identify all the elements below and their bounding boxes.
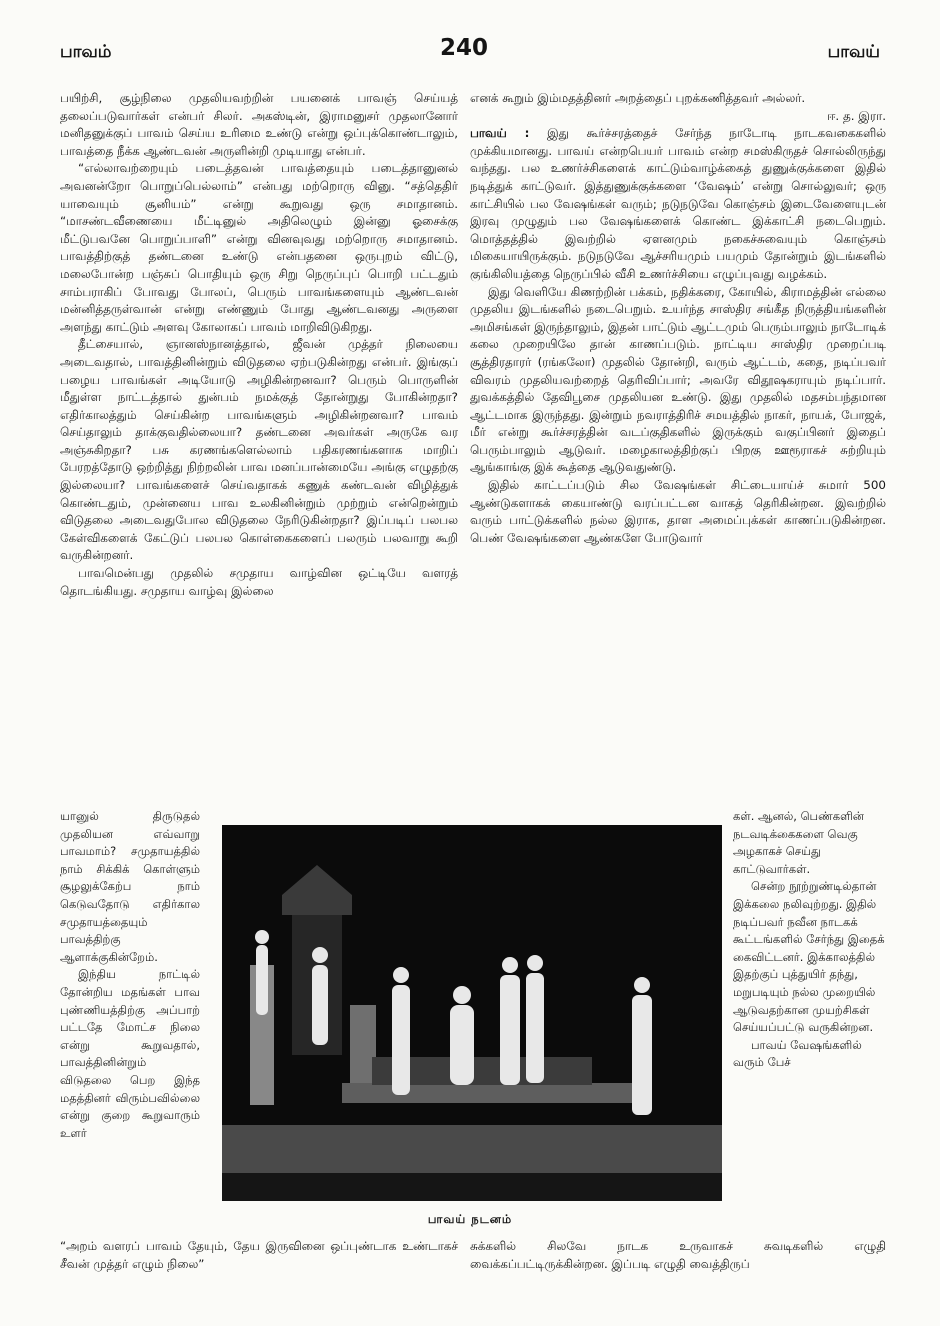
right-narrow-column (733, 808, 886, 1072)
right-bottom-text (470, 1238, 886, 1273)
left-bottom-text: “அறம் வளரப் பாவம் தேயும், தேய இருவினை ஒப்புண்டாக உண்டாகச் சீவன் முத்தர் எழும் நிலை” (60, 1239, 458, 1271)
left-column (60, 90, 458, 600)
left-narrow-paragraph-1: யானுல் திருடுதல் முதலியன எவ்வாறு பாவமாம்? சமுதாயத்தில் நாம் சிக்கிக் கொள்ளும் சூழலுக்கேற்ப நாம் கெடுவதோடு எதிர்கால சமுதாயத்தையும் பாவத்திற்கு ஆளாக்குகின்றேம். (60, 809, 200, 964)
photo-caption: பாவய் நடனம் (427, 1212, 513, 1226)
entry-term: பாவய் : (470, 126, 530, 141)
right-narrow-paragraph-2: சென்ற நூற்றுண்டில்தான் இக்கலை நலிவுற்றது. இதில் நடிப்பவர் நவீன நாடகக் கூட்டங்களில் சேர்ந்து இதைக் கைவிட்டனர். இக்காலத்தில் இதற்குப் புத்துயிர் தந்து, மறுபடியும் நல்ல முறையில் ஆடுவதற்கான முயற்சிகள் செய்யப்பட்டு வருகின்றன. (733, 879, 885, 1035)
dance-photograph (222, 825, 722, 1201)
right-bottom-paragraph: சுக்களில் சிலவே நாடக உருவாகச் சுவடிகளில் எழுதி வைக்கப்பட்டிருக்கின்றன. இப்படி எழுதி வைத்திருப் (470, 1239, 886, 1271)
right-paragraph-2: இது வெளியே கிணற்றின் பக்கம், நதிக்கரை, கோயில், கிராமத்தின் எல்லை முதலிய இடங்களில் நடைபெறும். உயர்ந்த சாஸ்திர சங்கீத நிருத்தியங்களின் அமிசங்கள் இருந்தாலும், இதன் பாட்டும் ஆட்டமும் பெரும்பாலும் நாடோடிக் கலை முறையிலே தான் காணப்படும். நாட்டிய சாஸ்திர முறைப்படி சூத்திரதாரர் (ரங்கலோ) முதலில் தோன்றி, வரும் ஆட்டம், கதை, நடிப்பவர் விவரம் முதலியவற்றைத் தெரிவிப்பார்; அவரே விதூஷகராயும் நடிப்பார். துவக்கத்தில் தேவிபூசை முதலியன உண்டு. இது முதலில் மதசம்பந்தமான ஆட்டமாக இருந்தது. இன்றும் நவராத்திரிச் சமயத்தில் நாகர், நாயக், போஜக், மீர் என்று கூர்ச்சரத்தின் வடப்குதிகளில் இருக்கும் வகுப்பினர் இதைப் பெரும்பாலும் ஆடுவர். மழைகாலத்திற்குப் பிறகு ஊரூராகச் சுற்றியும் ஆங்காங்கு இக் கூத்தை ஆடுவதுண்டு. (470, 284, 886, 475)
right-narrow-paragraph-3: பாவய் வேஷங்களில் வரும் பேச் (733, 1037, 862, 1070)
right-paragraph-1: இது கூர்ச்சரத்தைச் சேர்ந்த நாடோடி நாடகவகைகளில் முக்கியமானது. பாவய் என்றபெயர் பாவம் என்ற சமஸ்கிருதச் சொல்லிருந்து வந்தது. பல உணர்ச்சிகளைக் காட்டும்வாழ்க்கைத் துணுக்குக்களை இதில் நடித்துக் காட்டுவர். இத்துணுக்குக்களை ‘வேஷம்’ என்று சொல்லுவர்; ஒரு காட்சியில் பல வேஷங்கள் வரும்; நடுநடுவே கொஞ்சம் இடைவேளையுடன் இரவு முழுதும் பல வேஷங்களைக் கொண்ட இக்காட்சி நடைபெறும். மொத்தத்தில் இவற்றில் ஏளனமும் நகைச்சுவையும் கொஞ்சம் மிகையாயிருக்கும். நடுநடுவே ஆச்சரியமும் பயமும் தோன்றும் இடங்களில் குங்கிலியத்தை நெருப்பில் வீசி உணர்ச்சியை எழுப்புவது வழக்கம். (470, 126, 887, 281)
left-paragraph-3: தீட்சையால், ஞானஸ்நானத்தால், ஜீவன் முத்தர் நிலையை அடைவதால், பாவத்தினின்றும் விடுதலை ஏற்படுகின்றது என்பர். இங்குப் பழைய பாவங்கள் அடியோடு அழிகின்றனவா? பெரும் பொருளின் மீதுள்ள நாட்டத்தால் துன்பம் நமக்குத் தோன்றுது போகின்றதா? எதிர்காலத்தும் செய்கின்ற பாவங்களும் அழிகின்றனவா? பாவம் செய்தாலும் தாக்குவதில்லையா? தண்டனை அவர்கள் அருகே வர அஞ்சுகிறதா? பசு கரணங்களெல்லாம் பதிகரணங்களாக மாறிப் பேரறத்தோடு ஒற்றித்து நிற்றலின் பாவ மனப்பான்மையே அங்கு எழுதற்கு இல்லையா? பாவங்களைச் செய்வதாகக் கணுக் கண்டவன் விழித்துக் கொண்டதும், முன்னைய பாவ உலகினின்றும் முற்றும் என்றென்றும் விடுதலை அடைவதுபோல விடுதலை நேரிடுகின்றதா? இப்படிப் பலபல கேள்விகளைக் கேட்டுப் பலபல கொள்கைகளைப் பலரும் பலவாறு கூறி வருகின்றனர். (60, 337, 458, 563)
right-paragraph-0: எனக் கூறும் இம்மதத்தினர் அறத்தைப் புறக்கணித்தவர் அல்லர். (470, 91, 806, 105)
page-number: 240 (440, 35, 489, 61)
left-paragraph-4: பாவமென்பது முதலில் சமுதாய வாழ்வின ஒட்டியே வளரத் தொடங்கியது. சமுதாய வாழ்வு இல்லை (60, 566, 458, 598)
left-paragraph-2: “எல்லாவற்றையும் படைத்தவன் பாவத்தையும் படைத்தானுனல் அவனன்றோ பொறுப்பெல்லாம்” என்பது மற்றொரு வினு. “சத்தெதிர் யாவையும் சூனியம்” என்று கூறுவது ஒரு சமாதானம். “மாசண்டவீணையை மீட்டினுல் அதிலெழும் இன்னு ஓசைக்கு மீட்டுபவனே பொறுப்பாளி” என்று வினவுவது மற்றொரு சமாதானம். பாவத்திற்குத் தண்டனை உண்டு என்பதனை ஒருபுறம் விட்டு, மலைபோன்ற பஞ்சுப் பொதியும் ஒரு சிறு நெருப்புப் பொறி பட்டதும் சாம்பராகிப் போவது போலப், பெரும் பாவங்களையும் ஆண்டவன் மன்னித்தருள்வான் என்று எண்ணும் போது ஆண்டவனது அருளை அளந்து காட்டும் அளவு கோலாகப் பாவம் மாறிவிடுகிறது. (60, 161, 458, 334)
right-paragraph-3: இதில் காட்டப்படும் சில வேஷங்கள் சிட்டையாய்ச் சுமார் 500 ஆண்டுகளாகக் கையாண்டு வரப்பட்டன வாகத் தெரிகின்றன. இவற்றில் வரும் பாட்டுக்களில் நல்ல இராக, தாள அமைப்புக்கள் காணப்படுகின்றன. பெண் வேஷங்களை ஆண்களே போடுவார் (470, 478, 886, 545)
left-narrow-column (60, 808, 200, 1142)
author-signature: ஈ. த. இரா. (827, 108, 886, 123)
left-paragraph-1: பயிற்சி, சூழ்நிலை முதலியவற்றின் பயனைக் பாவஞ் செய்யத் தலைப்படுவார்கள் என்பர் சிலர். அகஸ்டின், இராமனுசர் முதலானோர் மனிதனுக்குப் பாவம் செய்ய உரிமை உண்டு என்று ஒப்புக்கொண்டாலும், பாவத்தை நீக்க ஆண்டவன் அருளின்றி முடியாது என்பர். (60, 91, 458, 158)
header-left-keyword: பாவம் (60, 42, 112, 62)
header-right-keyword: பாவய் (827, 42, 880, 62)
left-narrow-paragraph-2: இந்திய நாட்டில் தோன்றிய மதங்கள் பாவ புண்ணியத்திற்கு அப்பாற் பட்டதே மோட்ச நிலை என்று கூறுவதால், பாவத்தினின்றும் விடுதலை பெற இந்த மதத்தினர் விரும்பவில்லை என்று குறை கூறுவாரும் உளர் (60, 967, 200, 1140)
right-column (470, 90, 886, 547)
left-bottom-quote (60, 1238, 458, 1273)
stage-scene-illustration (222, 825, 722, 1201)
right-narrow-paragraph-1: கள். ஆனல், பெண்களின் நடவடிக்கைகளை வெகு அழகாகச் செய்து காட்டுவார்கள். (733, 809, 864, 876)
